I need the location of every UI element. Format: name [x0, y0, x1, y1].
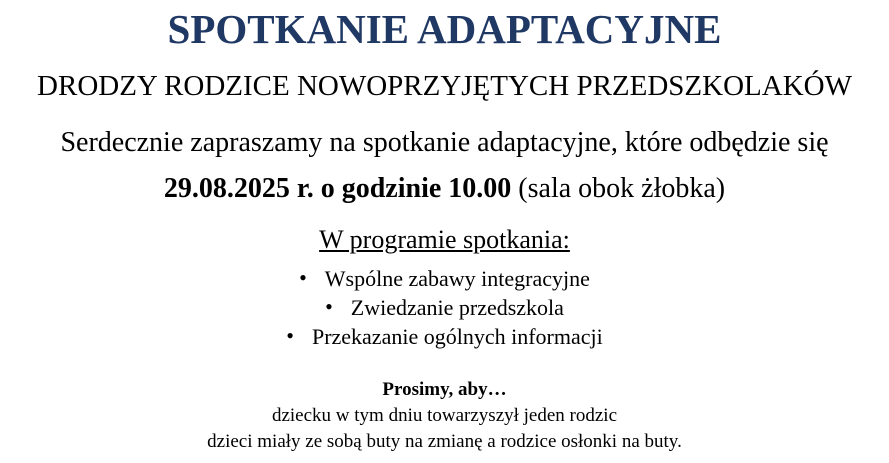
list-item: [0, 264, 889, 293]
agenda-heading: W programie spotkania:: [319, 225, 570, 254]
agenda-item-label: Wspólne zabawy integracyjne: [324, 266, 590, 291]
list-item: [0, 293, 889, 322]
agenda-item-label: Przekazanie ogólnych informacji: [311, 324, 603, 349]
invitation-line: Serdecznie zapraszamy na spotkanie adaptacyjne, które odbędzie się: [60, 127, 829, 158]
subtitle: DRODZY RODZICE NOWOPRZYJĘTYCH PRZEDSZKOLAKÓW: [37, 70, 852, 102]
list-item: [0, 322, 889, 351]
datetime-bold: 29.08.2025 r. o godzinie 10.00: [163, 173, 512, 204]
agenda-item-label: Zwiedzanie przedszkola: [350, 295, 564, 320]
request-line: dzieci miały ze sobą buty na zmianę a rodzice osłonki na buty.: [207, 431, 682, 452]
request-heading: Prosimy, aby…: [382, 379, 507, 400]
page-title: SPOTKANIE ADAPTACYJNE: [167, 6, 722, 52]
bullet-icon: •: [325, 294, 333, 319]
request-section: [0, 377, 889, 455]
bullet-icon: •: [286, 323, 294, 348]
request-lines: [0, 403, 889, 455]
agenda-list: [0, 264, 889, 351]
request-line: dziecku w tym dniu towarzyszył jeden rodzic: [271, 405, 618, 426]
datetime-line: [0, 172, 889, 206]
datetime-note: (sala obok żłobka): [511, 173, 726, 204]
bullet-icon: •: [299, 265, 307, 290]
